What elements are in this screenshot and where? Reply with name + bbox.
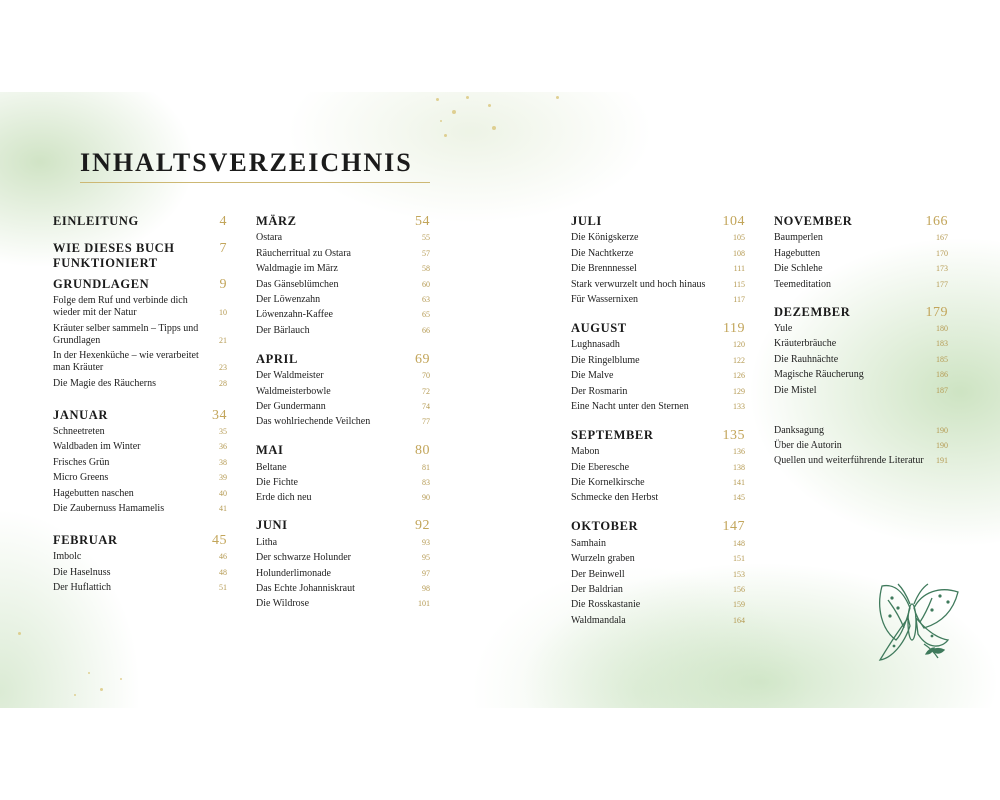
toc-section — [256, 443, 430, 504]
toc-entry-title: Die Zaubernuss Hamamelis — [53, 502, 165, 514]
toc-entry — [774, 385, 948, 397]
toc-entry-page: 153 — [733, 569, 745, 579]
toc-entry — [256, 248, 430, 260]
toc-entry-page: 117 — [733, 294, 745, 304]
toc-entry-page: 126 — [733, 371, 745, 381]
toc-entry-page: 40 — [219, 488, 227, 498]
toc-entry-page: 145 — [733, 493, 745, 503]
toc-entry — [571, 294, 745, 306]
toc-section-page: 45 — [212, 532, 227, 548]
toc-entry-title: Für Wassernixen — [571, 293, 639, 305]
toc-entry-title: Die Rosskastanie — [571, 599, 641, 611]
toc-entry-title: Waldbaden im Winter — [53, 441, 141, 453]
toc-section-title: APRIL — [256, 351, 298, 366]
toc-entry-title: Die Fichte — [256, 477, 298, 489]
toc-entry — [571, 386, 745, 398]
toc-entry-title: Über die Autorin — [774, 439, 842, 451]
gold-dot — [488, 104, 491, 107]
toc-entry-title: Erde dich neu — [256, 492, 312, 504]
toc-entry — [571, 477, 745, 489]
toc-entry — [256, 462, 430, 474]
toc-section-page: 54 — [415, 214, 430, 229]
toc-entry-title: Hagebutten naschen — [53, 487, 134, 499]
toc-entry-page: 28 — [219, 378, 227, 388]
toc-entry-title: Das wohlriechende Veilchen — [256, 416, 371, 428]
toc-entry-page: 108 — [733, 248, 745, 258]
toc-entry — [256, 325, 430, 337]
toc-section-heading — [53, 408, 227, 423]
toc-entry — [774, 248, 948, 260]
toc-entry-title: Micro Greens — [53, 472, 109, 484]
toc-entry-page: 190 — [936, 425, 948, 435]
toc-section-title: FEBRUAR — [53, 532, 118, 547]
toc-entry — [53, 582, 227, 594]
toc-section-heading — [53, 214, 227, 229]
toc-entry-page: 46 — [219, 552, 227, 562]
toc-section — [53, 533, 227, 594]
toc-section-page: 34 — [212, 407, 227, 423]
toc-entry — [571, 279, 745, 291]
toc-section-page: 119 — [723, 320, 745, 336]
toc-column-4 — [774, 214, 948, 467]
toc-entry — [53, 551, 227, 563]
toc-entry-page: 55 — [422, 233, 430, 243]
toc-entry — [774, 354, 948, 366]
toc-entry-page: 185 — [936, 354, 948, 364]
toc-entry-page: 63 — [422, 294, 430, 304]
toc-column-1 — [53, 214, 227, 594]
toc-entry-title: Folge dem Ruf und verbinde dich wieder mit der Natur — [53, 295, 188, 319]
toc-entry-title: Quellen und weiterführende Literatur — [774, 455, 924, 467]
toc-entry-title: Die Mistel — [774, 384, 817, 396]
toc-section-page: 80 — [415, 443, 430, 459]
toc-column-3 — [571, 214, 745, 627]
toc-entry — [53, 378, 227, 390]
toc-entry-title: Litha — [256, 536, 278, 548]
toc-entry-title: Eine Nacht unter den Sternen — [571, 400, 689, 412]
toc-entry-page: 95 — [422, 553, 430, 563]
toc-section-heading — [774, 214, 948, 229]
toc-section — [774, 214, 948, 291]
toc-section — [256, 352, 430, 429]
toc-entry-page: 57 — [422, 248, 430, 258]
gold-dot — [440, 120, 442, 122]
toc-entry-title: Wurzeln graben — [571, 553, 635, 565]
toc-entry — [571, 370, 745, 382]
toc-section — [53, 277, 227, 390]
toc-entry-page: 122 — [733, 355, 745, 365]
toc-entry-page: 66 — [422, 325, 430, 335]
toc-entry — [571, 446, 745, 458]
toc-appendix — [774, 425, 948, 468]
toc-entry — [774, 323, 948, 335]
toc-section-heading — [256, 352, 430, 367]
toc-entry-title: Der Rosmarin — [571, 385, 628, 397]
toc-entry-title: Hagebutten — [774, 247, 821, 259]
toc-section — [53, 241, 227, 271]
toc-entry — [256, 401, 430, 413]
toc-section-title: DEZEMBER — [774, 304, 851, 319]
toc-entry — [571, 232, 745, 244]
toc-section-title: OKTOBER — [571, 519, 639, 534]
toc-entry — [53, 472, 227, 484]
toc-section-title: EINLEITUNG — [53, 214, 139, 228]
toc-entry-page: 170 — [936, 248, 948, 258]
toc-entry-title: Räucherritual zu Ostara — [256, 247, 351, 259]
title-divider — [80, 182, 430, 183]
toc-entry-page: 41 — [219, 503, 227, 513]
toc-section-page: 104 — [722, 214, 745, 229]
toc-entry-title: Danksagung — [774, 424, 824, 436]
toc-entry-page: 60 — [422, 279, 430, 289]
toc-entry — [571, 615, 745, 627]
toc-entry-page: 156 — [733, 585, 745, 595]
toc-entry — [571, 569, 745, 581]
toc-entry — [571, 248, 745, 260]
toc-section-page: 69 — [415, 351, 430, 367]
toc-entry — [256, 232, 430, 244]
toc-section-page: 4 — [219, 214, 227, 229]
toc-section — [53, 408, 227, 515]
toc-entry-page: 72 — [422, 386, 430, 396]
toc-section — [774, 305, 948, 397]
gold-dot — [444, 134, 447, 137]
toc-section-page: 9 — [219, 277, 227, 292]
toc-entry-title: Der Löwenzahn — [256, 293, 321, 305]
toc-entry-page: 105 — [733, 233, 745, 243]
toc-section — [256, 518, 430, 610]
toc-entry-page: 129 — [733, 386, 745, 396]
gold-dot — [74, 694, 76, 696]
toc-section — [571, 321, 745, 413]
toc-entry-title: Der Gundermann — [256, 400, 326, 412]
toc-entry-title: Das Echte Johanniskraut — [256, 583, 355, 595]
toc-entry — [571, 401, 745, 413]
toc-section-heading — [571, 519, 745, 534]
toc-entry — [571, 538, 745, 550]
toc-entry-title: Holunderlimonade — [256, 567, 331, 579]
toc-entry-page: 39 — [219, 473, 227, 483]
toc-entry-title: Stark verwurzelt und hoch hinaus — [571, 278, 706, 290]
gold-dot — [556, 96, 559, 99]
toc-entry — [256, 568, 430, 580]
toc-entry-page: 10 — [219, 308, 227, 318]
toc-section-page: 135 — [722, 427, 745, 443]
toc-entry — [774, 263, 948, 275]
toc-entry-page: 159 — [733, 600, 745, 610]
toc-entry-title: Frisches Grün — [53, 456, 110, 468]
toc-entry-page: 187 — [936, 385, 948, 395]
toc-entry-page: 111 — [733, 264, 745, 274]
toc-entry-page: 58 — [422, 264, 430, 274]
toc-entry — [774, 369, 948, 381]
toc-entry-page: 191 — [936, 456, 948, 466]
toc-entry — [256, 583, 430, 595]
toc-entry-page: 77 — [422, 417, 430, 427]
toc-section-title: MAI — [256, 443, 284, 458]
toc-entry-title: Imbolc — [53, 551, 82, 563]
toc-entry-page: 167 — [936, 233, 948, 243]
toc-entry-title: Die Eberesche — [571, 461, 630, 473]
toc-entry — [53, 441, 227, 453]
toc-section — [571, 519, 745, 626]
toc-entry-title: Waldmandala — [571, 614, 626, 626]
toc-entry-title: Teemeditation — [774, 278, 832, 290]
toc-entry — [571, 492, 745, 504]
toc-entry-page: 93 — [422, 537, 430, 547]
gold-dot — [100, 688, 103, 691]
toc-entry-title: In der Hexenküche – wie verarbeitet man Kräuter — [53, 350, 199, 374]
gold-dot — [492, 126, 496, 130]
toc-entry-title: Das Gänseblümchen — [256, 278, 339, 290]
toc-entry — [53, 457, 227, 469]
toc-entry-page: 48 — [219, 567, 227, 577]
toc-section-heading — [256, 443, 430, 458]
toc-entry-title: Der Beinwell — [571, 568, 625, 580]
toc-entry-page: 151 — [733, 554, 745, 564]
toc-entry-title: Der schwarze Holunder — [256, 552, 351, 564]
toc-section — [571, 214, 745, 306]
toc-section-title: GRUNDLAGEN — [53, 277, 150, 291]
toc-entry — [256, 294, 430, 306]
toc-entry — [571, 584, 745, 596]
toc-column-2 — [256, 214, 430, 610]
toc-entry-page: 101 — [418, 599, 430, 609]
toc-entry-page: 148 — [733, 538, 745, 548]
toc-entry — [256, 492, 430, 504]
toc-entry-page: 98 — [422, 584, 430, 594]
toc-entry-page: 190 — [936, 440, 948, 450]
toc-entry — [53, 426, 227, 438]
toc-entry — [774, 455, 948, 467]
toc-section-title: NOVEMBER — [774, 214, 853, 228]
toc-entry-title: Samhain — [571, 537, 606, 549]
toc-entry-title: Der Baldrian — [571, 584, 623, 596]
toc-entry-title: Löwenzahn-Kaffee — [256, 309, 333, 321]
toc-entry-page: 177 — [936, 279, 948, 289]
toc-entry-title: Die Rauhnächte — [774, 353, 839, 365]
toc-entry — [53, 567, 227, 579]
toc-entry — [256, 552, 430, 564]
page-title: INHALTSVERZEICHNIS — [80, 148, 413, 177]
toc-entry-page: 36 — [219, 442, 227, 452]
toc-entry — [256, 279, 430, 291]
toc-section — [256, 214, 430, 337]
toc-entry — [571, 599, 745, 611]
toc-entry-page: 83 — [422, 478, 430, 488]
toc-entry — [774, 338, 948, 350]
toc-section-heading — [256, 518, 430, 533]
toc-entry — [256, 416, 430, 428]
toc-entry — [774, 440, 948, 452]
toc-entry — [256, 370, 430, 382]
toc-entry-title: Lughnasadh — [571, 339, 620, 351]
toc-entry-title: Der Huflattich — [53, 582, 112, 594]
toc-entry-title: Die Königskerze — [571, 232, 639, 244]
toc-entry-page: 138 — [733, 462, 745, 472]
toc-section-heading — [571, 428, 745, 443]
toc-entry-title: Mabon — [571, 446, 600, 458]
toc-section-title: WIE DIESES BUCH FUNKTIONIERT — [53, 241, 175, 270]
toc-section-title: JUNI — [256, 518, 288, 533]
toc-section-title: MÄRZ — [256, 214, 297, 228]
toc-entry — [256, 537, 430, 549]
toc-entry-page: 21 — [219, 335, 227, 345]
toc-entry-page: 120 — [733, 340, 745, 350]
toc-entry-title: Die Magie des Räucherns — [53, 377, 157, 389]
toc-entry — [256, 263, 430, 275]
toc-entry — [571, 462, 745, 474]
toc-entry-title: Baumperlen — [774, 232, 823, 244]
toc-section-page: 92 — [415, 518, 430, 534]
toc-entry-title: Die Nachtkerze — [571, 247, 634, 259]
toc-entry-page: 65 — [422, 310, 430, 320]
toc-entry — [571, 263, 745, 275]
toc-entry-page: 186 — [936, 370, 948, 380]
toc-entry — [774, 279, 948, 291]
toc-entry — [53, 323, 227, 347]
toc-section-title: SEPTEMBER — [571, 427, 654, 442]
toc-section-page: 179 — [925, 304, 948, 320]
toc-entry-title: Der Bärlauch — [256, 324, 310, 336]
toc-entry-page: 81 — [422, 462, 430, 472]
toc-entry-title: Die Ringelblume — [571, 354, 640, 366]
toc-entry-page: 74 — [422, 401, 430, 411]
toc-entry — [256, 598, 430, 610]
toc-section-page: 147 — [722, 519, 745, 535]
toc-entry-title: Der Waldmeister — [256, 370, 324, 382]
toc-entry — [774, 425, 948, 437]
toc-entry — [53, 503, 227, 515]
toc-section-heading — [53, 241, 227, 271]
gold-dot — [436, 98, 439, 101]
toc-entry — [571, 553, 745, 565]
toc-entry-title: Ostara — [256, 232, 283, 244]
toc-section — [53, 214, 227, 229]
toc-entry-page: 180 — [936, 323, 948, 333]
toc-entry-page: 97 — [422, 568, 430, 578]
toc-section — [571, 428, 745, 505]
toc-entry-title: Yule — [774, 322, 793, 334]
gold-dot — [466, 96, 469, 99]
gold-dot — [452, 110, 456, 114]
toc-entry-title: Die Wildrose — [256, 598, 310, 610]
toc-entry-page: 35 — [219, 426, 227, 436]
toc-entry — [571, 339, 745, 351]
toc-section-heading — [571, 321, 745, 336]
toc-section-heading — [256, 214, 430, 229]
toc-entry-page: 90 — [422, 493, 430, 503]
toc-entry — [53, 488, 227, 500]
toc-entry-title: Kräuter selber sammeln – Tipps und Grundlagen — [53, 322, 199, 346]
toc-entry-title: Beltane — [256, 461, 287, 473]
gold-dot — [120, 678, 122, 680]
toc-entry-page: 70 — [422, 371, 430, 381]
toc-entry-title: Die Schlehe — [774, 263, 823, 275]
toc-entry — [571, 355, 745, 367]
toc-entry-title: Schmecke den Herbst — [571, 492, 659, 504]
toc-section-title: JANUAR — [53, 407, 108, 422]
toc-section-page: 7 — [219, 241, 227, 256]
toc-section-heading — [53, 277, 227, 292]
toc-entry — [774, 232, 948, 244]
gold-dot — [18, 632, 21, 635]
toc-entry-page: 173 — [936, 264, 948, 274]
toc-entry-title: Kräuterbräuche — [774, 338, 837, 350]
toc-section-heading — [571, 214, 745, 229]
toc-section-page: 166 — [925, 214, 948, 229]
toc-section-title: AUGUST — [571, 320, 627, 335]
toc-entry — [256, 386, 430, 398]
toc-entry-title: Die Brennnessel — [571, 263, 637, 275]
toc-entry — [53, 295, 227, 319]
toc-section-heading — [774, 305, 948, 320]
gold-dot — [88, 672, 90, 674]
toc-entry-title: Die Kornelkirsche — [571, 477, 645, 489]
toc-entry-title: Die Haselnuss — [53, 566, 111, 578]
toc-entry-page: 164 — [733, 615, 745, 625]
toc-entry-page: 23 — [219, 363, 227, 373]
moth-icon — [862, 578, 962, 662]
toc-entry — [53, 350, 227, 374]
toc-entry-title: Die Malve — [571, 370, 614, 382]
toc-entry — [256, 309, 430, 321]
toc-entry-title: Schneetreten — [53, 425, 105, 437]
toc-entry-page: 183 — [936, 339, 948, 349]
toc-entry-title: Magische Räucherung — [774, 369, 864, 381]
toc-entry-title: Waldmagie im März — [256, 263, 338, 275]
toc-entry-page: 115 — [733, 279, 745, 289]
toc-entry-page: 136 — [733, 447, 745, 457]
toc-section-title: JULI — [571, 214, 602, 228]
toc-entry — [256, 477, 430, 489]
toc-entry-page: 141 — [733, 478, 745, 488]
toc-entry-page: 38 — [219, 457, 227, 467]
toc-section-heading — [53, 533, 227, 548]
toc-entry-page: 51 — [219, 583, 227, 593]
toc-entry-title: Waldmeisterbowle — [256, 385, 331, 397]
toc-entry-page: 133 — [733, 401, 745, 411]
